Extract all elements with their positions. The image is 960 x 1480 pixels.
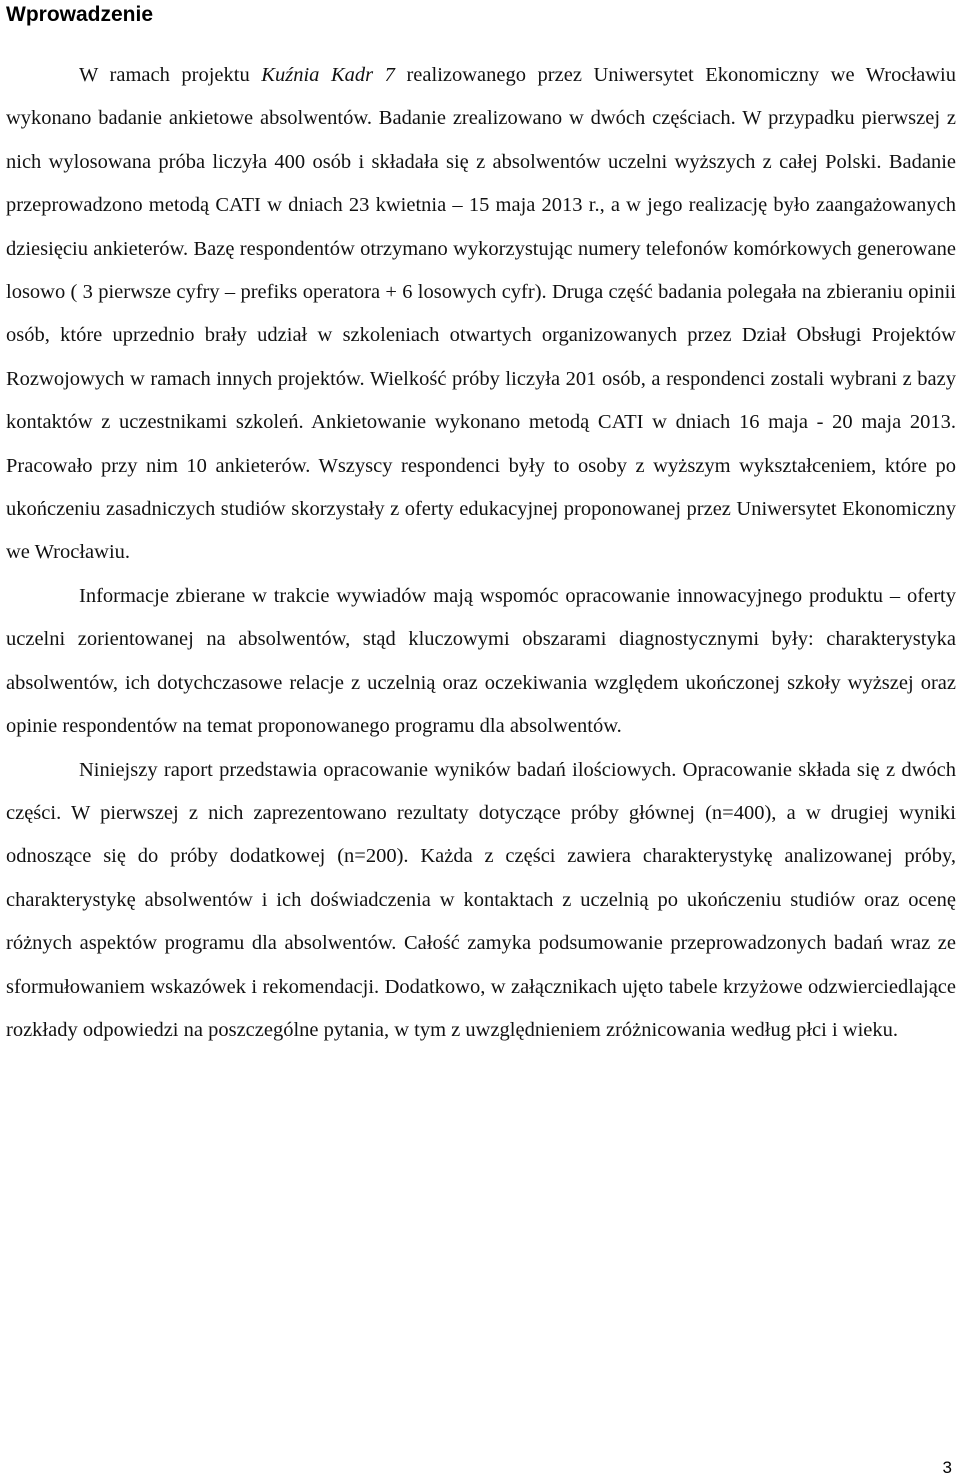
page-number: 3 [942,1458,952,1477]
paragraph-survey-description [6,54,956,575]
project-name-italic: Kuźnia Kadr 7 [261,64,395,86]
paragraph-1-text-start: W ramach projektu [79,64,262,86]
paragraph-research-goals [6,575,956,749]
paragraph-1-text-rest: realizowanego przez Uniwersytet Ekonomiczny we Wrocławiu wykonano badanie ankietowe absolwentów. Badanie zrealizowano w dwóch częściach. W przypadku pierwszej z nich wylosowana próba liczyła 400 osób i składała się z absolwentów uczelni wyższych z całej Polski. Badanie przeprowadzono metodą CATI w dniach 23 kwietnia – 15 maja 2013 r., a w jego realizację było zaangażowanych dziesięciu ankieterów. Bazę respondentów otrzymano wykorzystując numery telefonów komórkowych generowane losowo ( 3 pierwsze cyfry – prefiks operatora + 6 losowych cyfr). Druga część badania polegała na zbieraniu opinii osób, które uprzednio brały udział w szkoleniach otwartych organizowanych przez Dział Obsługi Projektów Rozwojowych w ramach innych projektów. Wielkość próby liczyła 201 osób, a respondenci zostali wybrani z bazy kontaktów z uczestnikami szkoleń. Ankietowanie wykonano metodą CATI w dniach 16 maja - 20 maja 2013. Pracowało przy nim 10 ankieterów. Wszyscy respondenci były to osoby z wyższym wykształceniem, które po ukończeniu zasadniczych studiów skorzystały z oferty edukacyjnej proponowanej przez Uniwersytet Ekonomiczny we Wrocławiu. [6,64,957,564]
paragraph-3-text: Niniejszy raport przedstawia opracowanie wyników badań ilościowych. Opracowanie składa się z dwóch części. W pierwszej z nich zaprezentowano rezultaty dotyczące próby głównej (n=400), a w drugiej wyniki odnoszące się do próby dodatkowej (n=200). Każda z części zawiera charakterystykę analizowanej próby, charakterystykę absolwentów i ich doświadczenia w kontaktach z uczelnią po ukończeniu studiów oraz ocenę różnych aspektów programu dla absolwentów. Całość zamyka podsumowanie przeprowadzonych badań wraz ze sformułowaniem wskazówek i rekomendacji. Dodatkowo, w załącznikach ujęto tabele krzyżowe odzwierciedlające rozkłady odpowiedzi na poszczególne pytania, w tym z uwzględnieniem zróżnicowania według płci i wieku. [6,758,956,1041]
paragraph-report-structure [6,749,956,1053]
paragraph-2-text: Informacje zbierane w trakcie wywiadów mają wspomóc opracowanie innowacyjnego produktu – oferty uczelni zorientowanej na absolwentów, stąd kluczowymi obszarami diagnostycznymi były: charakterystyka absolwentów, ich dotychczasowe relacje z uczelnią oraz oczekiwania względem ukończonej szkoły wyższej oraz opinie respondentów na temat proponowanego programu dla absolwentów. [6,584,956,738]
section-heading: Wprowadzenie [6,3,154,26]
